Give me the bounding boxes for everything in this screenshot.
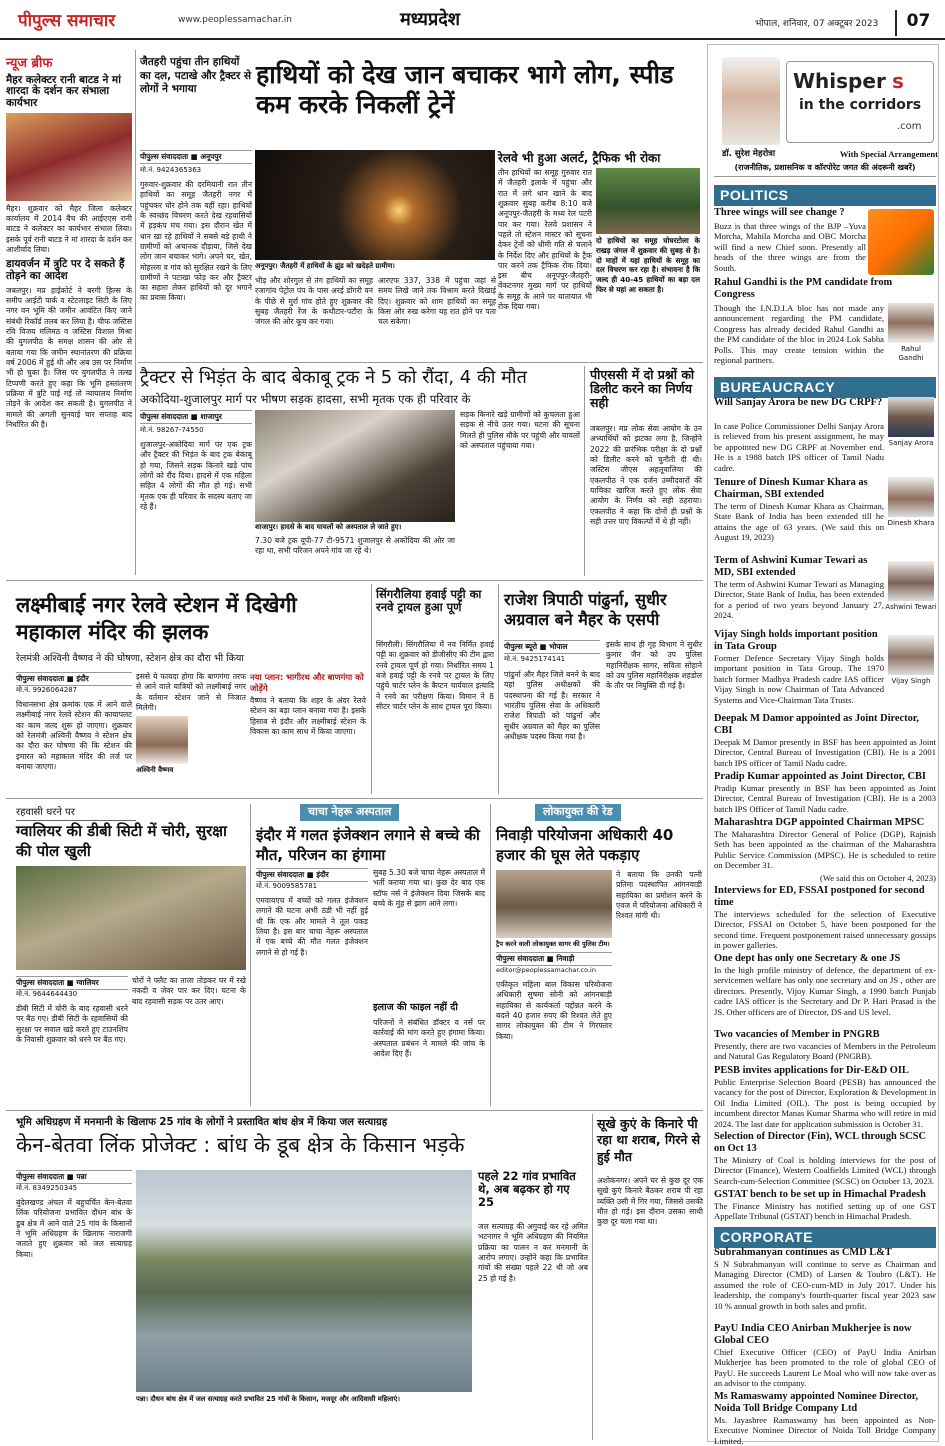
c2-body: Chief Executive Officer (CEO) of PayU India Anirban Mukherjee has been promoted to the role of global CEO of PayU. He succeeds Laurent Le Moal who will now take over as an advisor to the company. bbox=[714, 1347, 936, 1389]
c3-head: Ms Ramaswamy appointed Nominee Director, Noida Toll Bridge Company Ltd bbox=[714, 1391, 919, 1414]
ken-betwa-headline: केन-बेतवा लिंक प्रोजेक्ट : बांध के डूब क्षेत्र के किसान भड़के bbox=[16, 1133, 465, 1157]
indore-col2b: परिजनों ने संबंधित डॉक्टर व नर्स पर कार्रवाई की मांग करते हुए हंगामा किया। अस्पताल प्रबंधन ने मामले की जांच के आदेश दिए हैं। bbox=[373, 1018, 485, 1058]
brief-item1-photo bbox=[6, 113, 132, 201]
railway-byline-text: पीपुल्स संवाददाता ■ इंदौर bbox=[16, 674, 89, 683]
elephant-alert-body: तीन हाथियों का समूह गुरुवार रात में जैतहरी इलाके में पहुंचा और रात में लगे धान खाने के बाद शुक्रवार सुबह करीब 8:10 बजे अनूपपुर-जैतहरी के मध्य रेल पटरी पार कर गया। रेलवे प्रशासन ने पहले तो स्टेशन मास्टर को सूचना देकर ट्रेनों को धीमी गति से चलाने के निर्देश दिए और हाथियों के ट्रैक पार करने तक ट्रैफिक रोक दिया। इस बीच अनूपपुर-जैतहरी-वेंकटनगर मुख्य मार्ग पर हाथियों के समूह के आने पर यातायात भी रोक दिया गया। bbox=[498, 168, 592, 312]
ken-betwa-kicker: भूमि अधिग्रहण में मनमानी के खिलाफ 25 गांव के लोगों ने प्रस्तावित बांध क्षेत्र में किया जल सत्याग्रह bbox=[16, 1117, 388, 1128]
p1-head: Three wings will see change ? bbox=[714, 207, 845, 218]
b4-head: Vijay Singh holds important position in Tata Group bbox=[714, 629, 878, 652]
sp-col1: पांढुर्ना और मैहर जिले बनने के बाद यहां पुलिस अधीक्षकों की पदस्थापना की गई है। सरकार ने भारतीय पुलिस सेवा के अधिकारी राजेश त्रिपाठी को पांढुर्ना और सुधीर अग्रवाल को मैहर का पुलिस अधीक्षक पदस्थ किया गया है। bbox=[504, 670, 600, 741]
elephant-byline-text: पीपुल्स संवाददाता ■ अनूपपुर bbox=[140, 152, 222, 161]
indore-col1: एमवायएच में बच्चों को गलत इंजेक्शन लगाने की घटना अभी ठंडी भी नहीं हुई थी कि एक और मामले ने तूल पकड़ लिया है। इस बार चाचा नेहरू अस्पताल में एक बच्चे की मौत गलत इंजेक्शन लगाने से हो गई है। bbox=[256, 896, 368, 957]
b12-head: Selection of Director (Fin), WCL through SCSC on Oct 13 bbox=[714, 1131, 926, 1154]
arrangement: With Special Arrangement bbox=[839, 149, 938, 159]
niwari-tag: लोकायुक्त की रेड bbox=[535, 804, 621, 821]
niwari-col2: ने बताया कि उनकी पत्नी प्रतिमा पदस्थापित आंगनवाड़ी सहायिका का प्रमोशन करने के एवज में परियोजना अधिकारी ने रिश्वत मांगी थी। bbox=[616, 870, 702, 921]
railway-deck: रेलमंत्री अश्विनी वैष्णव ने की घोषणा, स्टेशन क्षेत्र का दौरा भी किया bbox=[16, 653, 244, 664]
elephant-mobile: मो.नं. 9424365363 bbox=[140, 166, 202, 174]
accident-col3: सड़क किनारे खड़े ग्रामीणों को कुचलता हुआ सड़क से नीचे उतर गया। घटना की सूचना मिलते ही पुलिस मौके पर पहुंची और घायलों को अस्पताल पहुंचाया गया। bbox=[460, 410, 580, 450]
well-body: अशोकनगर। अपने घर से कुछ दूर एक सूखे कुएं किनारे बैठकर शराब पी रहा व्यक्ति उसी में गिर गया, जिससे उसकी मौत हो गई। इस दौरान उसका साथी कुछ दूर चला गया था। bbox=[597, 1176, 703, 1227]
b5-body: Deepak M Damor presently in BSF has been appointed as Joint Director, Central Bureau of Investigation (CBI). He is a 2001 batch IPS officer of Tamil Nadu cadre. bbox=[714, 737, 936, 768]
elephant-byline bbox=[140, 150, 252, 164]
ken-betwa-side-body: जल सत्याग्रह की अगुवाई कर रहे अमित भटनागर ने भूमि अधिग्रहण की नियमित प्रक्रिया का पालन न कर मनमानी के आरोप लगाए। उन्होंने कहा कि प्रभावित गांवों की संख्या पहले 22 थी जो अब 25 हो गई है। bbox=[478, 1222, 588, 1283]
whispers-title-1: Whisper bbox=[793, 69, 886, 93]
elephant-photo-2 bbox=[596, 168, 700, 234]
accident-byline bbox=[140, 410, 252, 424]
b5-head: Deepak M Damor appointed as Joint Director, CBI bbox=[714, 713, 920, 736]
whispers-title-2: in the corridors bbox=[799, 97, 922, 113]
railway-col1: विधानसभा क्षेत्र क्रमांक एक में आने वाले लक्ष्मीबाई नगर रेलवे स्टेशन की कायापलट का काम जल्द शुरू हो जाएगा। शुक्रवार को रेलमंत्री अश्विनी वैष्णव ने स्टेशन क्षेत्र का दौरा कर घोषणा की कि स्टेशन की इमारत को महाकाल मंदिर की तर्ज पर बनाया जाएगा। bbox=[16, 700, 132, 771]
b2-caption: Dinesh Khara bbox=[887, 519, 935, 527]
accident-headline: ट्रैक्टर से भिड़ंत के बाद बेकाबू ट्रक ने 5 को रौंदा, 4 की मौत bbox=[140, 367, 527, 388]
indore-headline: इंदौर में गलत इंजेक्शन लगाने से बच्चे की मौत, परिजन का हंगामा bbox=[256, 826, 480, 864]
niwari-photo-caption: ट्रैप करने वाली लोकायुक्त सागर की पुलिस टीम। bbox=[496, 940, 612, 949]
page-number: 07 bbox=[895, 10, 940, 36]
gwalior-kicker: रहवासी धरने पर bbox=[16, 806, 136, 821]
accident-photo-caption: शाजापुर। हादसे के बाद घायलों को अस्पताल ले जाते हुए। bbox=[255, 523, 455, 532]
b4-body: Former Defence Secretary Vijay Singh holds important position in Tata Group. The 1970 batch former Madhya Pradesh cadre IAS officer Vijay Singh is now Chairman of Tata Advanced Systems and Vice-Chairman Tata Trusts. bbox=[714, 653, 884, 705]
b11-body: Public Enterprise Selection Board (PESB) has announced the vacancy for the post of Director, Exploration & Development in Oil India Limited (OIL). The post is being occupied by incumbent director Manas Kumar Sharma who will retire in mid 2024. The last date for application submission is October 31. bbox=[714, 1077, 936, 1129]
railway-col3: वैष्णव ने बताया कि शहर के अंदर रेलवे स्टेशन का बड़ा प्लान बनाया गया है। इसके हिसाब से इंदौर और लक्ष्मीबाई स्टेशन के विकास का काम साथ में किया जाएगा। bbox=[250, 696, 366, 736]
gwalior-mobile: मो.नं. 9644644430 bbox=[16, 990, 78, 998]
sp-col2: इसके साथ ही गृह विभाग ने सुधीर कुमार जैन को उप पुलिस महानिरीक्षक सागर, सविता सोहाने को उप पुलिस महानिरीक्षक शहडोल के तौर पर नियुक्ति दी गई है। bbox=[606, 640, 702, 691]
whispers-panel bbox=[707, 44, 939, 1446]
b13-body: The Finance Ministry has notified setting up of one GST Appellate Tribunal (GSTAT) bench in Himachal Pradesh. bbox=[714, 1201, 936, 1222]
sp-byline bbox=[504, 640, 600, 654]
b3-caption: Ashwini Tewari bbox=[885, 603, 937, 611]
b2-body: The term of Dinesh Kumar Khara as Chairman, State Bank of India has been extended till he attains the age of 63 years. (We said this on August 19, 2023) bbox=[714, 501, 884, 543]
elephant-col3: आरएफ 337, 338 में पहुंचा जहां से समय लिखे जाने तक विश्राम करते दिखाई दिए। शुक्रवार को शाम हाथियों का समूह किस ओर रुख करेगा यह रात होने पर पता चल सकेगा। bbox=[378, 276, 496, 327]
minister-photo bbox=[136, 716, 188, 764]
b9-body: In the high profile ministry of defence, the department of ex- servicemen welfare has only one secretary and on JS , other are directors. Presently, Vijoy Kumar Singh, a 1990 batch Punjab cadre IAS officer is the Secretary and Dr P. Hari Prasad is the JS. Other officers are of Director, DS and US level. bbox=[714, 965, 936, 1017]
gwalior-col2: चोरों ने फ्लैट का ताला तोड़कर घर में रखे नकदी व जेवर पार कर दिए। घटना के बाद रहवासी सड़क पर उतर आए। bbox=[132, 976, 246, 1006]
c2-head: PayU India CEO Anirban Mukherjee is now Global CEO bbox=[714, 1323, 912, 1346]
sp-mobile: मो.नं. 9425174141 bbox=[504, 655, 566, 663]
whispers-title-s: s bbox=[892, 69, 904, 93]
c1-head: Subrahmanyan continues as CMD L&T bbox=[714, 1247, 892, 1258]
indore-subhead: इलाज की फाइल नहीं दी bbox=[373, 1002, 458, 1013]
author-photo bbox=[722, 57, 780, 145]
railway-headline: लक्ष्मीबाई नगर रेलवे स्टेशन में दिखेगी महाकाल मंदिर की झलक bbox=[16, 593, 297, 645]
news-brief-label: न्यूज ब्रीफ bbox=[6, 56, 53, 71]
indore-mobile: मो.नं. 9009585781 bbox=[256, 882, 318, 890]
bjp-flag-icon bbox=[868, 209, 934, 275]
b1-body: In case Police Commissioner Delhi Sanjay Arora is relieved from his present assignment, he may be appointed new DG CRPF at November end. He is a 1988 batch IPS officer of Tamil Nadu cadre. bbox=[714, 421, 884, 473]
psc-body: जबलपुर। मप्र लोक सेवा आयोग के उन अभ्यार्थियों को झटका लगा है, जिन्होंने 2022 की प्रारंभिक परीक्षा के दो प्रश्नों को डिलीट करने को चुनौती दी थी। जस्टिस जीएस अहलूवालिया की एकलपीठ ने एक दर्जन उम्मीदवारों की याचिका खारिज करते हुए लोक सेवा आयोग के निर्णय को सही ठहराया। एकलपीठ ने कहा कि दोनों ही प्रश्नों के सही उत्तर पाए विकल्पों में थे ही नहीं। bbox=[590, 424, 702, 526]
brief-item2-body: जबलपुर। मप्र हाईकोर्ट ने बरगी हिल्स के समीप आईटी पार्क व स्टेटलाइट सिटी के लिए नगर वन भूमि की जमीन आवंटित किए जाने संबंधी रिकॉर्ड तलब कर लिया है। चीफ जस्टिस रवि विजय मलिमठ व जस्टिस विशाल मिश्रा की युगलपीठ के समक्ष शासन की ओर से बताया गया कि जमीन स्थानांतरण की प्रक्रिया वर्ष 2006 में हुई थी और अब उस पर निर्माण भी हो चुका है। जिस पर युगलपीठ ने तल्ख टिप्पणी करते हुए कहा कि भूमि हस्तांतरण प्रक्रिया में त्रुटि पाई गई तो न्यायालय निर्माण तोड़ने के आदेश कर सकती है। युगलपीठ ने मामले की अगली सुनवाई चार सप्ताह बाद निर्धारित की है। bbox=[6, 285, 132, 429]
accident-mobile: मो.नं. 98267-74550 bbox=[140, 426, 204, 434]
gwalior-headline: ग्वालियर की डीबी सिटी में चोरी, सुरक्षा की पोल खुली bbox=[16, 822, 227, 860]
railway-col3-head: नया प्लान: भागीरथ और बाणगंगा को जोड़ेंगे bbox=[250, 672, 364, 694]
singrauli-headline: सिंगरौलिया हवाई पट्टी का रनवे ट्रायल हुआ पूर्ण bbox=[376, 587, 482, 614]
p2-head: Rahul Gandhi is the PM candidate from Congress bbox=[714, 277, 893, 300]
gwalior-body: डीबी सिटी में चोरी के बाद रहवासी धरने पर बैठ गए। डीबी सिटी के रहवासियों की सुरक्षा पर सवाल खड़े करते हुए टाउनशिप के निवासी शुक्रवार को धरने पर बैठ गए। bbox=[16, 1004, 128, 1044]
news-brief-column bbox=[6, 55, 132, 575]
elephant-photo bbox=[255, 150, 495, 260]
accident-deck: अकोदिया-शुजालपुर मार्ग पर भीषण सड़क हादसा, सभी मृतक एक ही परिवार के bbox=[140, 392, 471, 406]
p2-photo bbox=[888, 303, 934, 343]
ken-betwa-byline bbox=[16, 1170, 132, 1184]
b7-head: Maharashtra DGP appointed Chairman MPSC bbox=[714, 817, 925, 828]
elephant-col2: भीड़ और शोरगुल से तंग हाथियों का समूह रजागांव पेट्रोल पंप के पास अरई डोंगरी वन के पीछे से मुर्रा गांव होते हुए शुक्रवार की सुबह जैतहरी रेंज के कथौटार-पटौरा के जंगल की ओर कूच कर गया। bbox=[255, 276, 373, 327]
ken-betwa-col1: बुंदेलखण्ड अंचल में बहुचर्चित केन-बेतवा लिंक परियोजना प्रभावित दौधन बांध के डूब क्षेत्र में आने वाले 25 गांव के किसानों ने भूमि अधिग्रहण के खिलाफ नाराजगी जताते हुए शुक्रवार को जल सत्याग्रह किया। bbox=[16, 1198, 132, 1259]
niwari-headline: निवाड़ी परियोजना अधिकारी 40 हजार की घूस लेते पकड़ाए bbox=[496, 826, 674, 864]
b12-body: The Ministry of Coal is holding interviews for the post of Director (Finance), Western Coalfields Limited (WCL) through Search-cum-Selection Committee (SCSC) on October 13, 2023. bbox=[714, 1155, 936, 1186]
b3-photo bbox=[888, 561, 934, 601]
p2-body: Though the I.N.D.I.A bloc has not made any announcement regarding the PM candidate, Congress has already decided Rahul Gandhi as the PM candidate of the bloc in 2024 Lok Sabha Polls. This may create tension within the regional partners. bbox=[714, 303, 884, 366]
well-headline: सूखे कुएं के किनारे पी रहा था शराब, गिरने से हुई मौत bbox=[597, 1116, 701, 1164]
singrauli-body: सिंगरौली। सिंगरौलिया में नव निर्मित हवाई पट्टी का शुक्रवार को डीजीसीए की टीम द्वारा रनवे ट्रायल पूर्ण हो गया। निर्धारित समय 1 बजे हवाई पट्टी के रनवे पर ट्रायल के लिए पहुंचे चार्टर प्लेन के कैप्टन चार्यवाल इत्यादि ने रनवे का परीक्षण किया। विमान ने 8 सीटर चार्टर प्लेन के साथ ट्रायल पूरा किया। bbox=[376, 640, 494, 711]
sp-byline-text: पीपुल्स ब्यूरो ■ भोपाल bbox=[504, 642, 568, 651]
b6-body: Pradip Kumar presently in BSF has been appointed as Joint Director, Central Bureau of Investigation (CBI). He is a 2003 batch IPS Officer of Tamil Nadu cadre. bbox=[714, 783, 936, 814]
politics-label: POLITICS bbox=[714, 185, 936, 206]
b1-caption: Sanjay Arora bbox=[888, 439, 934, 447]
author-name: डॉ. सुरेश मेहरोत्रा bbox=[722, 149, 776, 159]
corporate-label: CORPORATE bbox=[714, 1227, 936, 1248]
indore-byline bbox=[256, 868, 368, 882]
accident-photo bbox=[255, 410, 455, 522]
railway-byline bbox=[16, 672, 132, 686]
railway-col2: इससे ये फायदा होगा कि बाणगंगा तरफ से आने वाले यात्रियों को लक्ष्मीबाई नगर के वर्तमान स्टेशन जाने से निजात मिलेगी। bbox=[136, 672, 246, 712]
b7-note: (We said this on October 4, 2023) bbox=[819, 873, 936, 883]
whispers-title-com: .com bbox=[897, 121, 922, 132]
niwari-email: editor@peoplessamachar.co.in bbox=[496, 966, 596, 974]
niwari-byline bbox=[496, 952, 612, 966]
b1-photo bbox=[888, 397, 934, 437]
elephant-alert-headline: रेलवे भी हुआ अलर्ट, ट्रैफिक भी रोका bbox=[498, 151, 661, 165]
paper-name: पीपुल्स समाचार bbox=[18, 11, 116, 31]
b8-head: Interviews for ED, FSSAI postponed for second time bbox=[714, 885, 925, 908]
b1-head: Will Sanjay Arora be new DG CRPF? bbox=[714, 397, 883, 408]
dateline: भोपाल, शनिवार, 07 अक्टूबर 2023 bbox=[755, 19, 879, 29]
indore-byline-text: पीपुल्स संवाददाता ■ इंदौर bbox=[256, 870, 329, 879]
accident-col2: 7.30 बजे ट्रक यूपी-77 टी-9571 शुजालपुर से अकोदिया की ओर जा रहा था, सभी परिजन अपने गांव जा रहे थे। bbox=[255, 536, 455, 556]
b7-body: The Maharashtra Director General of Police (DGP), Rajnish Seth has been appointed as the chairman of the Maharashtra Public Service Commission (MPSC). He is scheduled to retire on December 31. bbox=[714, 829, 936, 871]
gwalior-byline bbox=[16, 976, 128, 990]
niwari-photo bbox=[496, 870, 612, 938]
sp-headline: राजेश त्रिपाठी पांढुर्ना, सुधीर अग्रवाल बने मैहर के एसपी bbox=[504, 590, 667, 630]
b10-body: Presently, there are two vacancies of Members in the Petroleum and Natural Gas Regulatory Board (PNGRB). bbox=[714, 1041, 936, 1062]
b2-photo bbox=[888, 477, 934, 517]
minister-caption: अश्विनी वैष्णव bbox=[136, 766, 196, 775]
ken-betwa-photo bbox=[136, 1170, 472, 1392]
b4-caption: Vijay Singh bbox=[891, 677, 931, 685]
p1-body: Buzz is that three wings of the BJP –Yuva Morcha, Mahila Morcha and OBC Morcha will find a new Chief soon. Presently all heads of the three wings are from the South. bbox=[714, 221, 866, 273]
b8-body: The interviews scheduled for the selection of Executive Director, FSSAI on October 5, have been postponed for the second time. Frequent postponement raised unnecessary gossips in power galleries. bbox=[714, 909, 936, 951]
elephant-kicker: जैतहरी पहुंचा तीन हाथियों का दल, पटाखे और ट्रैक्टर से लोगों ने भगाया bbox=[140, 56, 252, 96]
accident-col1: शुजालपुर-अकोदिया मार्ग पर एक ट्रक और ट्रैक्टर की भिड़ंत के बाद ट्रक बेकाबू हो गया, जिसने सड़क किनारे खड़े पांच लोगों को रौंद दिया। हादसे में एक महिला सहित 4 लोगों की मौत हो गई। सभी मृतक एक ही परिवार के सदस्य बताए जा रहे हैं। bbox=[140, 440, 252, 511]
masthead bbox=[0, 0, 945, 40]
ken-betwa-byline-text: पीपुल्स संवाददाता ■ पन्ना bbox=[16, 1172, 87, 1181]
b10-head: Two vacancies of Member in PNGRB bbox=[714, 1029, 880, 1040]
c3-body: Ms. Jayashree Ramaswamy has been appointed as Non-Executive Nominee Director of Noida Toll Bridge Company Limited. bbox=[714, 1415, 936, 1446]
ken-betwa-photo-caption: पन्ना। दौधन बांध क्षेत्र में जल सत्याग्रह करते प्रभावित 25 गांवों के किसान, मजदूर और आदिवासी महिलाएं। bbox=[136, 1395, 472, 1404]
railway-mobile: मो.नं. 9926064287 bbox=[16, 686, 78, 694]
whispers-tagline: (राजनीतिक, प्रशासनिक व कॉरपोरेट जगत की अंदरूनी खबरें) bbox=[714, 163, 936, 177]
b13-head: GSTAT bench to be set up in Himachal Pradesh bbox=[714, 1189, 926, 1200]
c1-body: S N Subrahmanyan will continue to serve as Chairman and Managing Director (CMD) of Larsen & Toubro (L&T). He assumed the role of CEO-cum-MD in July 2017. Under his leadership, the company's fourth-quarter fiscal year 2023 saw 10 % annual growth in both sales and profit. bbox=[714, 1259, 936, 1311]
b2-head: Tenure of Dinesh Kumar Khara as Chairman, SBI extended bbox=[714, 477, 868, 500]
b6-head: Pradip Kumar appointed as Joint Director, CBI bbox=[714, 771, 926, 782]
b9-head: One dept has only one Secretary & one JS bbox=[714, 953, 901, 964]
b3-body: The term of Ashwini Kumar Tewari as Managing Director, State Bank of India, has been extended for a period of two years beyond January 27, 2024. bbox=[714, 579, 884, 621]
p2-caption: Rahul Gandhi bbox=[898, 345, 924, 363]
section-title: मध्यप्रदेश bbox=[400, 9, 461, 30]
elephant-col1: गुरुवार-शुक्रवार की दरमियानी रात तीन हाथियों का समूह जैतहरी नगर में पहुंचकर घोर होने तक वहीं रहा। हाथियों के स्वच्छंद विचरण करते देख रहवासियों में हड़कंप मच गया। इस दौरान खेत में धान खा रहे हाथियों ने सबसे बड़े हाथी ने ग्रामीणों को अचानक दौड़ाया, जिसे देख लोग जान बचाकर भागे। अपने घर, खेत, मोहल्ला व गांव को सुरक्षित रखने के लिए ग्रामीणों ने पटाखा फोड़ कर और ट्रैक्टर का सहारा लेकर हाथियों को दूर भगाने का प्रयास किया। bbox=[140, 180, 252, 303]
gwalior-byline-text: पीपुल्स संवाददाता ■ ग्वालियर bbox=[16, 978, 99, 987]
brief-item1-body: मैहर। शुक्रवार को मैहर जिला कलेक्टर कार्यालय में 2014 बैच की आईएएस रानी बाटड ने कलेक्टर का कार्यभार संभाल लिया। इसके पूर्व रानी बाटड ने मां शारदा के दर्शन कर आशीर्वाद लिया। bbox=[6, 203, 132, 255]
brief-item2-headline: डायवर्जन में त्रुटि पर दे सकते हैं तोड़ने का आदेश bbox=[6, 258, 125, 283]
whispers-logo bbox=[786, 61, 934, 143]
elephant-photo-caption: अनूपपुर। जैतहरी में हाथियों के झुंड को खदेड़ते ग्रामीण। bbox=[255, 262, 495, 271]
bureaucracy-label: BUREAUCRACY bbox=[714, 377, 936, 398]
psc-headline: पीएससी में दो प्रश्नों को डिलीट करने का निर्णय सही bbox=[590, 367, 695, 410]
accident-byline-text: पीपुल्स संवाददाता ■ शाजापुर bbox=[140, 412, 222, 421]
indore-col2: सुबह 5.30 बजे चाचा नेहरू अस्पताल में भर्ती कराया गया था। कुछ देर बाद एक स्टॉफ नर्स ने इंजेक्शन दिया जिसके बाद बच्चे के मुंह से झाग आने लगा। bbox=[373, 868, 485, 908]
b4-photo bbox=[888, 635, 934, 675]
elephant-headline: हाथियों को देख जान बचाकर भागे लोग, स्पीड कम करके निकलीं ट्रेनें bbox=[256, 60, 674, 119]
niwari-byline-text: पीपुल्स संवाददाता ■ निवाड़ी bbox=[496, 954, 575, 963]
niwari-col1: एकीकृत महिला बाल विकास परियोजना अधिकारी सुषमा सोनी को आंगनबाड़ी सहायिका से कार्यकर्ता पद्दोन्नत करने के बदले 40 हजार रुपए की रिश्वत लेते हुए सागर लोकायुक्त की टीम ने गिरफ्तार किया। bbox=[496, 980, 612, 1041]
ken-betwa-side-head: पहले 22 गांव प्रभावित थे, अब बढ़कर हो गए 25 bbox=[478, 1169, 576, 1209]
ken-betwa-mobile: मो.नं. 8349250345 bbox=[16, 1184, 78, 1192]
gwalior-photo bbox=[16, 866, 246, 970]
indore-tag: चाचा नेहरू अस्पताल bbox=[300, 804, 399, 821]
b3-head: Term of Ashwini Kumar Tewari as MD, SBI extended bbox=[714, 555, 868, 578]
b11-head: PESB invites applications for Dir-E&D OIL bbox=[714, 1065, 909, 1076]
brief-item1-headline: मैहर कलेक्टर रानी बाटड ने मां शारदा के दर्शन कर संभाला कार्यभार bbox=[6, 73, 121, 110]
website: www.peoplessamachar.in bbox=[178, 15, 292, 25]
elephant-photo2-caption: दो हाथियों का समूह घोघरटोला के राखड़ जंगल में शुक्रवार की सुबह से है। दो माहों में यहां हाथियों के समूह का दल विचरण कर रहा है। संभावना है कि जल्द ही 40-45 हाथियों का बड़ा दल फिर से यहां आ सकता है। bbox=[596, 236, 700, 294]
